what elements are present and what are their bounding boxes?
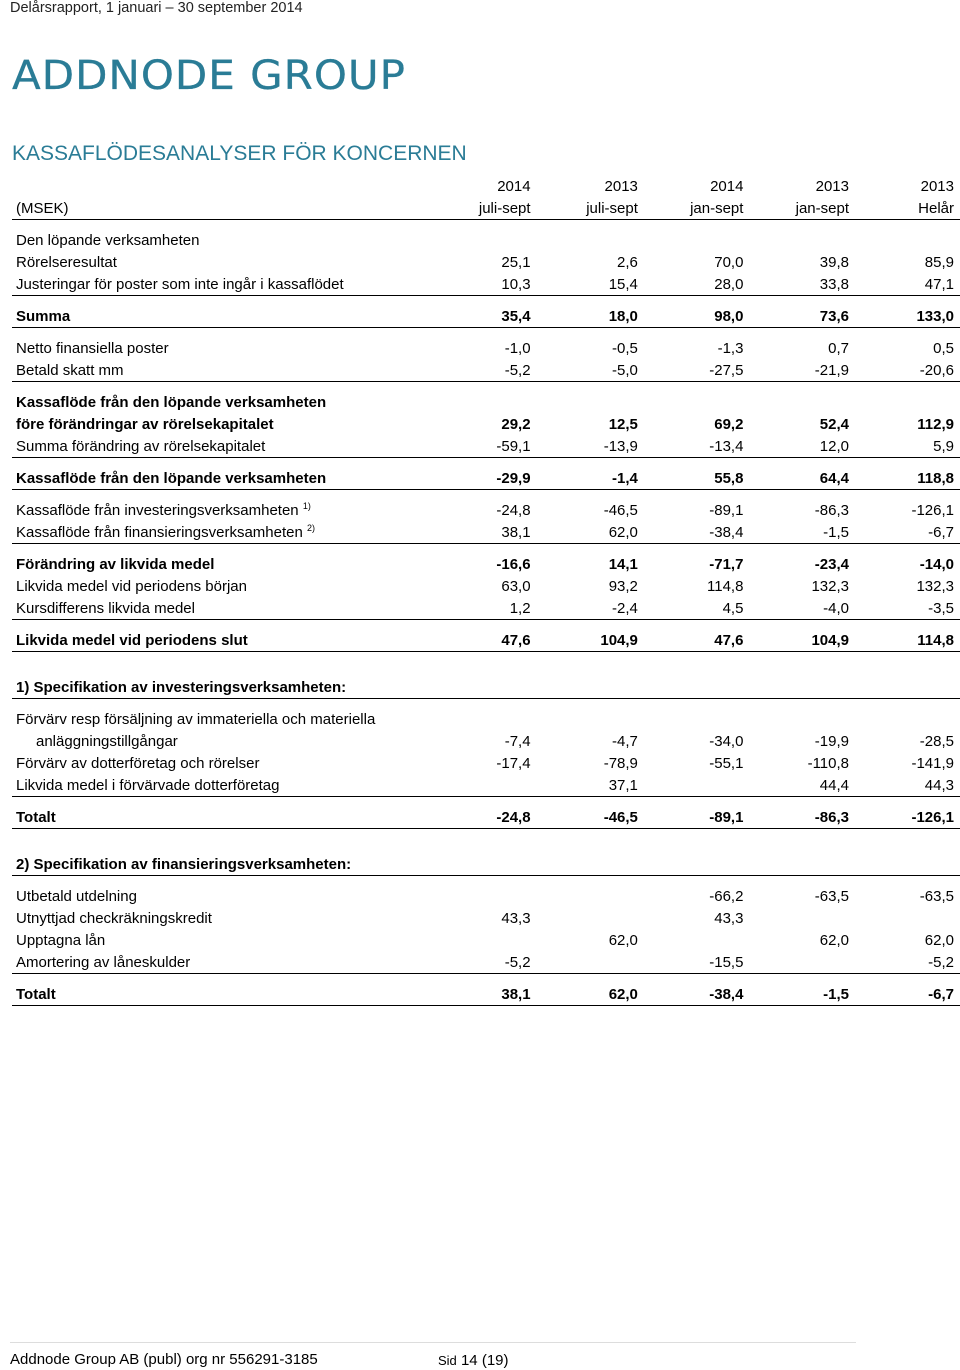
footer-company: Addnode Group AB (publ) org nr 556291-3185 [10, 1351, 318, 1368]
cell-value [644, 774, 750, 797]
column-year: 2013 [815, 177, 849, 195]
spec2-heading: 2) Specifikation av finansieringsverksamheten: [12, 853, 960, 876]
row-label: Förvärv resp försäljning av immateriella och materiella [16, 710, 376, 728]
table-row [12, 983, 960, 1006]
column-year: 2013 [604, 177, 638, 195]
cell-value: 62,0 [537, 521, 644, 544]
cell-value: 93,2 [608, 577, 638, 595]
cell-value: 85,9 [924, 253, 954, 271]
footnote-marker: 1) [302, 501, 311, 511]
row-label: Likvida medel vid periodens slut [12, 629, 429, 652]
cell-value: -1,3 [717, 339, 744, 357]
cell-value: -4,0 [749, 597, 855, 620]
row-label: Kassaflöde från den löpande verksamheten [16, 393, 327, 411]
cell-value: 70,0 [714, 253, 744, 271]
cell-value: -24,8 [429, 806, 536, 829]
cell-value: 2,6 [617, 253, 638, 271]
report-header: Delårsrapport, 1 januari – 30 september 2014 [10, 0, 303, 16]
page-prefix: Sid [438, 1353, 457, 1368]
cell-value: 133,0 [855, 305, 960, 328]
cell-value: -126,1 [855, 806, 960, 829]
cell-value: -4,7 [612, 732, 638, 750]
cell-value: 47,6 [429, 629, 536, 652]
cell-value: 33,8 [749, 273, 855, 296]
cell-value: -86,3 [814, 501, 849, 519]
cell-value: 28,0 [644, 273, 750, 296]
cell-value: -6,7 [855, 521, 960, 544]
row-label: Förändring av likvida medel [16, 555, 215, 573]
row-label: Kursdifferens likvida medel [12, 597, 429, 620]
cell-value: 47,6 [644, 629, 750, 652]
cell-value: 62,0 [537, 983, 644, 1006]
row-label: Utbetald utdelning [16, 887, 137, 905]
cell-value: -1,5 [749, 521, 855, 544]
page-title: KASSAFLÖDESANALYSER FÖR KONCERNEN [12, 142, 467, 165]
cell-value: -110,8 [807, 754, 849, 772]
cell-value: -63,5 [814, 887, 849, 905]
table-row [12, 553, 960, 575]
cell-value: -55,1 [709, 754, 744, 772]
cell-value: -23,4 [814, 555, 849, 573]
cell-value: 44,4 [749, 774, 855, 797]
cell-value: 18,0 [537, 305, 644, 328]
cell-value: -78,9 [603, 754, 638, 772]
cell-value: -14,0 [919, 555, 954, 573]
row-label: Förvärv av dotterföretag och rörelser [16, 754, 260, 772]
cell-value: -24,8 [496, 501, 531, 519]
cell-value [429, 929, 536, 951]
cell-value: -1,0 [504, 339, 531, 357]
cell-value [429, 885, 536, 907]
cell-value: 63,0 [501, 577, 531, 595]
cell-value: -46,5 [537, 806, 644, 829]
row-label: Summa förändring av rörelsekapitalet [12, 435, 429, 458]
cell-value: 37,1 [537, 774, 644, 797]
spec-heading-row [12, 676, 960, 699]
cell-value: -126,1 [911, 501, 954, 519]
table-row [12, 752, 960, 774]
table-row [12, 305, 960, 328]
column-period: juli-sept [537, 197, 644, 220]
cell-value: -15,5 [644, 951, 750, 974]
table-row [12, 467, 960, 490]
row-label: Justeringar för poster som inte ingår i kassaflödet [12, 273, 429, 296]
cell-value: -28,5 [919, 732, 954, 750]
cell-value: -5,2 [855, 951, 960, 974]
cell-value: 114,8 [707, 577, 744, 595]
row-label: Kassaflöde från den löpande verksamheten [12, 467, 429, 490]
table-row [12, 951, 960, 974]
cell-value: -7,4 [504, 732, 531, 750]
cell-value: -2,4 [537, 597, 644, 620]
cashflow-table [12, 175, 960, 1006]
cell-value: -1,4 [537, 467, 644, 490]
row-label: Likvida medel vid periodens början [16, 577, 247, 595]
cell-value: 4,5 [644, 597, 750, 620]
cell-value [429, 774, 536, 797]
cell-value: -27,5 [644, 359, 750, 382]
cell-value: 104,9 [749, 629, 855, 652]
cell-value: 0,5 [933, 339, 954, 357]
table-row [12, 413, 960, 435]
page-number: 14 (19) [460, 1352, 509, 1369]
company-logo: ADDNODE GROUP [12, 52, 406, 99]
cell-value [749, 951, 855, 974]
cell-value: 114,8 [855, 629, 960, 652]
table-row [12, 730, 960, 752]
table-row [12, 273, 960, 296]
cell-value: 0,7 [828, 339, 849, 357]
footnote-marker: 2) [307, 523, 316, 533]
cell-value: -71,7 [709, 555, 744, 573]
table-row [12, 629, 960, 652]
table-row [12, 499, 960, 521]
cell-value: -19,9 [814, 732, 849, 750]
column-period: Helår [855, 197, 960, 220]
cell-value: 69,2 [714, 415, 744, 433]
cell-value: 62,0 [608, 931, 638, 949]
column-period-row [12, 197, 960, 220]
row-label: Likvida medel i förvärvade dotterföretag [12, 774, 429, 797]
cell-value: -16,6 [496, 555, 531, 573]
cell-value: -13,9 [537, 435, 644, 458]
cell-value [537, 885, 644, 907]
cell-value: -66,2 [709, 887, 744, 905]
cell-value: -63,5 [919, 887, 954, 905]
row-label: Amortering av låneskulder [12, 951, 429, 974]
column-year: 2014 [710, 177, 744, 195]
cell-value: -89,1 [709, 501, 744, 519]
cell-value: -3,5 [855, 597, 960, 620]
cell-value: 43,3 [714, 909, 744, 927]
section-heading-row [12, 229, 960, 251]
cell-value: -86,3 [749, 806, 855, 829]
cell-value: 15,4 [537, 273, 644, 296]
cell-value: 98,0 [644, 305, 750, 328]
cell-value: 44,3 [855, 774, 960, 797]
spec-heading-row [12, 853, 960, 876]
table-row [12, 391, 960, 413]
table-row [12, 521, 960, 544]
cell-value: 38,1 [429, 521, 536, 544]
row-label: anläggningstillgångar [36, 732, 178, 750]
table-row [12, 907, 960, 929]
row-label: Upptagna lån [16, 931, 106, 949]
cell-value: 47,1 [855, 273, 960, 296]
cell-value: 38,1 [429, 983, 536, 1006]
cell-value: 43,3 [501, 909, 531, 927]
cell-value: 118,8 [855, 467, 960, 490]
row-label: Kassaflöde från investeringsverksamheten [16, 502, 299, 519]
cell-value: 5,9 [855, 435, 960, 458]
row-label: Utnyttjad checkräkningskredit [16, 909, 212, 927]
cell-value: -38,4 [644, 983, 750, 1006]
table-row [12, 708, 960, 730]
unit-label: (MSEK) [12, 197, 429, 220]
cell-value: -59,1 [429, 435, 536, 458]
cell-value: 52,4 [819, 415, 849, 433]
cell-value: -141,9 [911, 754, 954, 772]
cell-value: 62,0 [819, 931, 849, 949]
cell-value [644, 929, 750, 951]
cell-value: -13,4 [644, 435, 750, 458]
cell-value [855, 907, 960, 929]
cell-value: 55,8 [644, 467, 750, 490]
row-label: Kassaflöde från finansieringsverksamheten [16, 524, 303, 541]
spec1-heading: 1) Specifikation av investeringsverksamheten: [12, 676, 960, 699]
table-row [12, 929, 960, 951]
cell-value: 14,1 [608, 555, 638, 573]
cell-value: -89,1 [644, 806, 750, 829]
table-row [12, 359, 960, 382]
row-label: Totalt [12, 983, 429, 1006]
table-row [12, 885, 960, 907]
cell-value: 64,4 [749, 467, 855, 490]
cell-value: -0,5 [612, 339, 638, 357]
cell-value [537, 907, 644, 929]
cell-value: -21,9 [749, 359, 855, 382]
cell-value: -17,4 [496, 754, 531, 772]
column-period: jan-sept [644, 197, 750, 220]
row-label: Totalt [12, 806, 429, 829]
column-period: jan-sept [749, 197, 855, 220]
row-label: Betald skatt mm [12, 359, 429, 382]
cell-value: -46,5 [603, 501, 638, 519]
cell-value: -5,2 [429, 359, 536, 382]
column-year: 2014 [497, 177, 531, 195]
cell-value: 112,9 [917, 415, 954, 433]
row-label: Summa [12, 305, 429, 328]
cell-value: 10,3 [429, 273, 536, 296]
cell-value: 29,2 [501, 415, 531, 433]
cell-value: -38,4 [644, 521, 750, 544]
table-row [12, 575, 960, 597]
cell-value: 35,4 [429, 305, 536, 328]
cell-value: 1,2 [429, 597, 536, 620]
cell-value: -5,2 [429, 951, 536, 974]
table-row [12, 337, 960, 359]
cell-value: -34,0 [709, 732, 744, 750]
cell-value: -29,9 [429, 467, 536, 490]
cell-value: -5,0 [537, 359, 644, 382]
row-label: Rörelseresultat [16, 253, 117, 271]
cell-value: 132,3 [811, 577, 849, 595]
column-year-row [12, 175, 960, 197]
cell-value [749, 907, 855, 929]
column-year: 2013 [920, 177, 954, 195]
cell-value: -20,6 [855, 359, 960, 382]
table-row [12, 806, 960, 829]
cell-value: -1,5 [749, 983, 855, 1006]
cell-value: -6,7 [855, 983, 960, 1006]
cell-value [537, 951, 644, 974]
cell-value: 132,3 [916, 577, 954, 595]
cell-value: 104,9 [537, 629, 644, 652]
footer-divider [10, 1342, 856, 1343]
cell-value: 62,0 [924, 931, 954, 949]
section-heading: Den löpande verksamheten [16, 231, 200, 249]
cell-value: 73,6 [749, 305, 855, 328]
table-row [12, 597, 960, 620]
cell-value: 12,0 [749, 435, 855, 458]
row-label: före förändringar av rörelsekapitalet [16, 415, 274, 433]
table-row [12, 435, 960, 458]
table-row [12, 774, 960, 797]
footer-page-number [438, 1352, 509, 1369]
column-period: juli-sept [429, 197, 536, 220]
cell-value: 39,8 [819, 253, 849, 271]
cell-value: 12,5 [608, 415, 638, 433]
row-label: Netto finansiella poster [16, 339, 169, 357]
cell-value: 25,1 [501, 253, 531, 271]
table-row [12, 251, 960, 273]
